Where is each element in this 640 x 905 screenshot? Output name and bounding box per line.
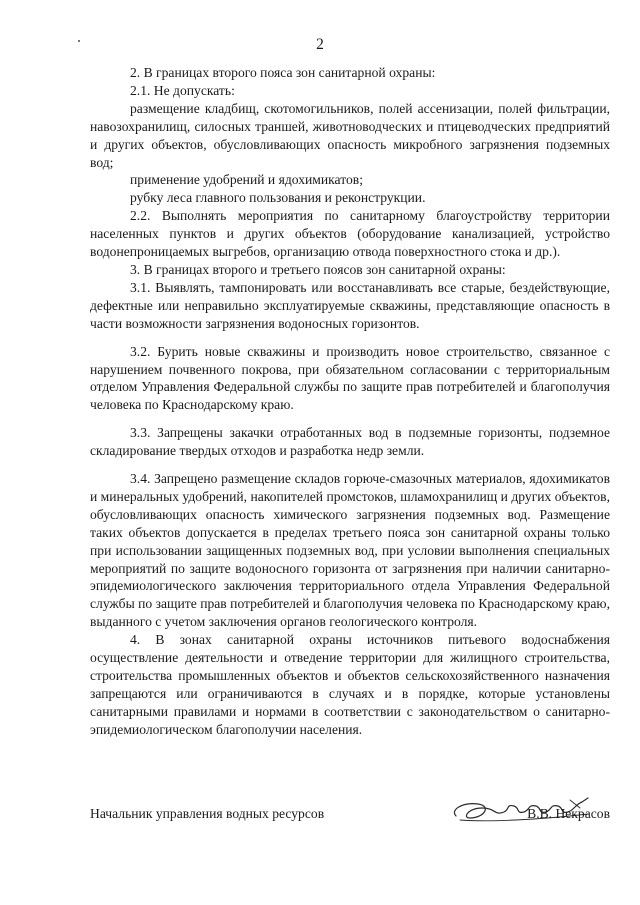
clause-2-1-item-cemeteries: размещение кладбищ, скотомогильников, полей ассенизации, полей фильтрации, навозохранилищ, силосных траншей, животноводческих и птицеводческих предприятий и других объектов, обусловливающих опасность микробного загрязнения подземных вод; [90,100,610,170]
clause-3-4: 3.4. Запрещено размещение складов горюче-смазочных материалов, ядохимикатов и минеральных удобрений, накопителей промстоков, шламохранилищ и других объектов, обусловливающих опасность химического загрязнения подземных вод. Размещение таких объектов допускается в пределах третьего пояса зон санитарной охраны только при использовании защищенных подземных вод, при условии выполнения специальных мероприятий по защите водоносного горизонта от загрязнения при наличии санитарно-эпидемиологического заключения территориального отдела Управления Федеральной службы по защите прав потребителей и благополучия человека по Краснодарскому краю, выданного с учетом заключения органов геологического контроля. [90,471,610,630]
section-3-heading: 3. В границах второго и третьего поясов зон санитарной охраны: [130,261,506,277]
clause-2-1-item-logging: рубку леса главного пользования и реконструкции. [130,190,426,206]
clause-2-1-item-fertilizers: применение удобрений и ядохимикатов; [130,172,363,188]
clause-2-1: 2.1. Не допускать: [130,82,235,98]
clause-3-3: 3.3. Запрещены закачки отработанных вод в подземные горизонты, подземное складирование твердых отходов и разработка недр земли. [90,425,610,459]
page-number: 2 [316,36,324,53]
clause-2-2: 2.2. Выполнять мероприятия по санитарному благоустройству территории населенных пунктов и других объектов (оборудование канализацией, устройство водонепроницаемых выгребов, организацию отвода поверхностного стока и др.). [90,208,610,260]
signature-block [90,806,610,846]
signer-position: Начальник управления водных ресурсов [90,806,325,821]
clause-3-2: 3.2. Бурить новые скважины и производить новое строительство, связанное с нарушением почвенного покрова, при обязательном согласовании с территориальным отделом Управления Федеральной службы по защите прав потребителей и благополучия человека по Краснодарскому краю. [90,343,610,413]
clause-3-1: 3.1. Выявлять, тампонировать или восстанавливать все старые, бездействующие, дефектные или неправильно эксплуатируемые скважины, представляющие опасность в части возможности загрязнения водоносных горизонтов. [90,279,610,331]
section-4: 4. В зонах санитарной охраны источников питьевого водоснабжения осуществление деятельности и отведение территории для жилищного строительства, строительства промышленных объектов и объектов сельскохозяйственного назначения запрещаются или ограничиваются в случаях и в порядке, которые установлены санитарными правилами и нормами в соответствии с законодательством о санитарно-эпидемиологическом благополучии населения. [90,632,610,737]
signer-name: В.В. Некрасов [527,806,610,821]
section-2-heading: 2. В границах второго пояса зон санитарной охраны: [130,65,436,80]
document-body [90,64,610,739]
